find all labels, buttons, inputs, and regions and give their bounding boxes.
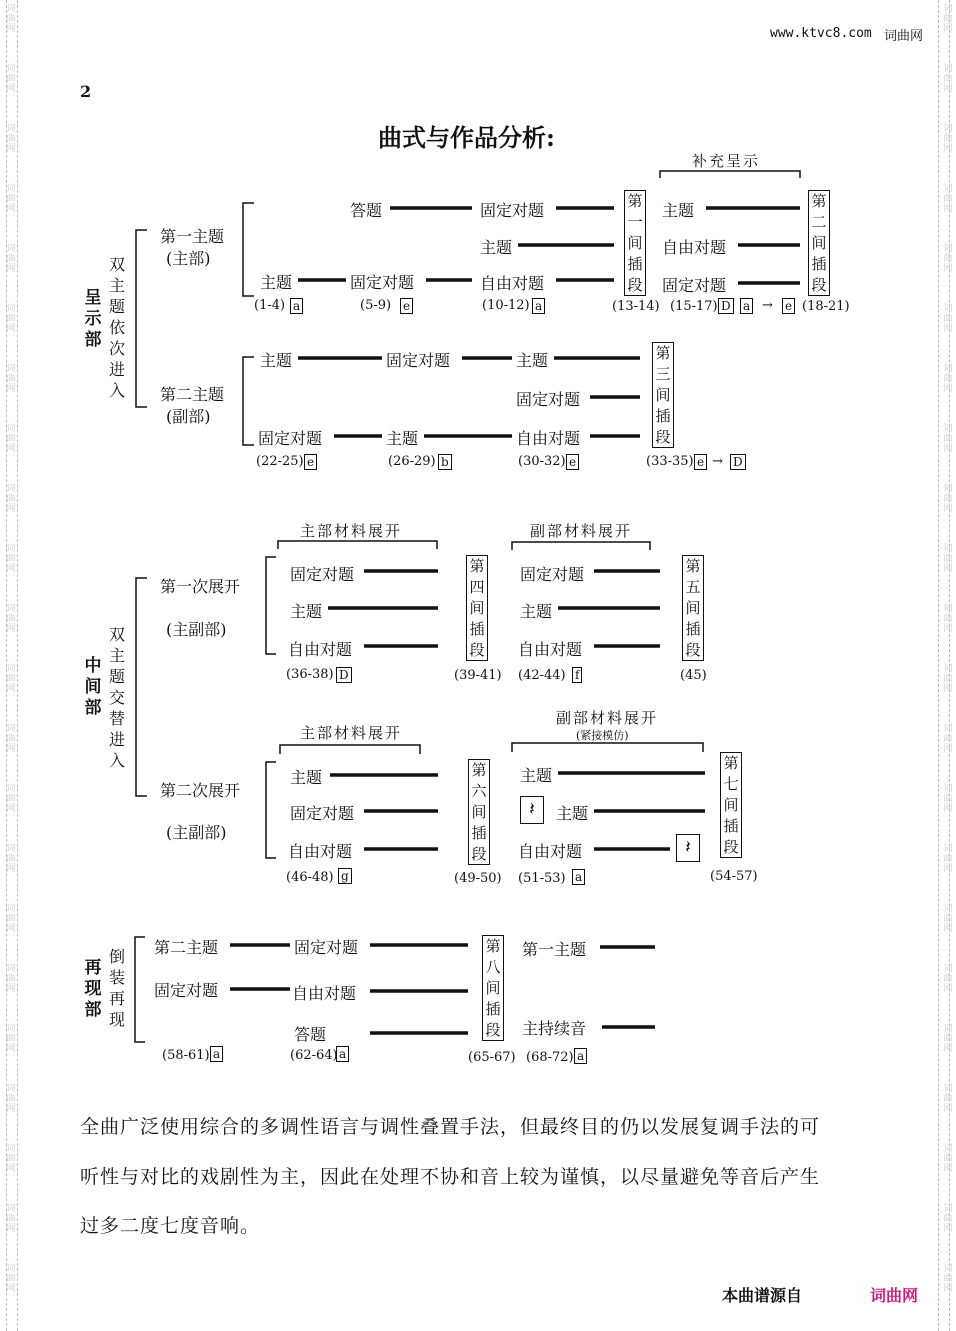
- bar-range: (39-41): [454, 668, 502, 683]
- side-watermark: 词 曲 网: [6, 304, 16, 334]
- side-watermark: 词 曲 网: [6, 724, 16, 754]
- side-watermark: 词 曲 网: [6, 964, 16, 994]
- key-box: a: [336, 1046, 349, 1062]
- bar-range: (45): [680, 668, 707, 683]
- side-watermark: 词 曲 网: [6, 64, 16, 94]
- free-countersubject-label: 自由对题: [480, 274, 545, 293]
- bar-range: (22-25): [256, 454, 304, 469]
- theme-label: 主题: [520, 602, 553, 621]
- page-number: 2: [80, 82, 92, 101]
- theme-label: 主题: [290, 602, 323, 621]
- answer-label: 答题: [294, 1025, 327, 1044]
- bar-range: (36-38): [286, 667, 334, 682]
- side-watermark: 词 曲 网: [943, 124, 953, 154]
- side-watermark: 词 曲 网: [943, 664, 953, 694]
- analysis-paragraph-line-2: 听性与对比的戏剧性为主，因此在处理不协和音上较为谨慎，以尽量避免等音后产生: [80, 1166, 821, 1188]
- key-box: a: [740, 298, 753, 314]
- second-development-label: 第二次展开: [160, 781, 241, 800]
- recap-name: 再现部: [84, 958, 102, 1020]
- theme-label: 主题: [260, 351, 293, 370]
- bar-range: (1-4): [254, 298, 286, 313]
- side-watermark: 词 曲 网: [943, 64, 953, 94]
- side-watermark: 词 曲 网: [6, 1204, 16, 1234]
- side-watermark: 词 曲 网: [943, 304, 953, 334]
- header-url[interactable]: www.ktvc8.com: [770, 26, 872, 41]
- free-countersubject-label: 自由对题: [288, 640, 353, 659]
- header-site-name[interactable]: 词曲网: [884, 29, 924, 44]
- free-countersubject-label: 自由对题: [518, 842, 583, 861]
- key-box: g: [338, 868, 352, 884]
- fixed-countersubject-label: 固定对题: [290, 565, 355, 584]
- bar-range: (68-72): [526, 1050, 574, 1065]
- free-countersubject-label: 自由对题: [662, 238, 727, 257]
- main-material-label: 主部材料展开: [300, 522, 403, 540]
- bar-range: (18-21): [802, 299, 850, 314]
- episode-5-box: 第五间插段: [682, 555, 704, 661]
- side-watermark: 词 曲 网: [943, 1084, 953, 1114]
- side-watermark: 词 曲 网: [943, 1144, 953, 1174]
- footer-site-name[interactable]: 词曲网: [870, 1286, 919, 1305]
- exposition-name: 呈示部: [84, 288, 102, 350]
- key-box: b: [438, 454, 452, 470]
- fixed-countersubject-label: 固定对题: [662, 276, 727, 295]
- side-watermark: 词 曲 网: [6, 364, 16, 394]
- bar-range: (10-12): [482, 298, 530, 313]
- key-box: e: [566, 454, 579, 470]
- episode-8-box: 第八间插段: [482, 935, 504, 1041]
- sub-material-label: 副部材料展开: [530, 522, 633, 540]
- fixed-countersubject-label: 固定对题: [154, 981, 219, 1000]
- side-watermark: 词 曲 网: [6, 1144, 16, 1174]
- episode-6-box: 第六间插段: [468, 759, 490, 865]
- key-box: a: [210, 1046, 223, 1062]
- side-watermark: 词 曲 网: [943, 964, 953, 994]
- side-watermark: 词 曲 网: [943, 1024, 953, 1054]
- answer-label: 答题: [350, 201, 383, 220]
- analysis-paragraph-line-3: 过多二度七度音响。: [80, 1215, 261, 1237]
- key-box: a: [290, 298, 303, 314]
- exposition-mode: 双主题依次进入: [108, 255, 125, 400]
- side-watermark: 词 曲 网: [6, 244, 16, 274]
- side-watermark: 词 曲 网: [6, 124, 16, 154]
- side-watermark: 词 曲 网: [6, 1024, 16, 1054]
- episode-1-box: 第一间插段: [624, 190, 646, 296]
- theme-label: 主题: [662, 201, 695, 220]
- side-watermark: 词 曲 网: [6, 784, 16, 814]
- side-watermark: 词 曲 网: [943, 544, 953, 574]
- side-watermark: 词 曲 网: [6, 184, 16, 214]
- side-watermark: 词 曲 网: [943, 724, 953, 754]
- supplement-label: 补充呈示: [692, 152, 761, 170]
- side-watermark: 词 曲 网: [6, 1084, 16, 1114]
- side-watermark: 词 曲 网: [6, 1264, 16, 1294]
- bar-range: (26-29): [388, 454, 436, 469]
- page-title: 曲式与作品分析:: [378, 123, 555, 152]
- key-box: D: [718, 298, 734, 314]
- footer-source: 本曲谱源自: [722, 1286, 803, 1305]
- bar-range: (15-17): [670, 299, 718, 314]
- free-countersubject-label: 自由对题: [516, 429, 581, 448]
- second-theme-label: 第二主题: [154, 938, 219, 957]
- side-watermark: 词 曲 网: [943, 604, 953, 634]
- first-development-label: 第一次展开: [160, 577, 241, 596]
- side-watermark: 词 曲 网: [943, 1264, 953, 1294]
- bar-range: (46-48): [286, 870, 334, 885]
- second-theme-label: 第二主题: [160, 385, 225, 404]
- sub-material-label: 副部材料展开: [556, 709, 659, 727]
- side-watermark: 词 曲 网: [6, 484, 16, 514]
- first-theme-sub: (主部): [166, 249, 211, 268]
- side-watermark: 词 曲 网: [943, 244, 953, 274]
- theme-label: 主题: [386, 429, 419, 448]
- key-box: e: [694, 454, 707, 470]
- side-watermark: 词 曲 网: [943, 484, 953, 514]
- rest-icon: 𝄽: [520, 796, 544, 824]
- bar-range: (49-50): [454, 871, 502, 886]
- fixed-countersubject-label: 固定对题: [520, 565, 585, 584]
- tonic-pedal-label: 主持续音: [522, 1019, 587, 1038]
- recap-mode: 倒装再现: [108, 947, 125, 1029]
- fixed-countersubject-label: 固定对题: [294, 938, 359, 957]
- key-box: e: [400, 298, 413, 314]
- stretto-note: (紧接模仿): [576, 729, 629, 742]
- bar-range: (65-67): [468, 1050, 516, 1065]
- free-countersubject-label: 自由对题: [292, 984, 357, 1003]
- theme-label: 主题: [260, 273, 293, 292]
- bar-range: (62-64): [290, 1048, 338, 1063]
- bar-range: (58-61): [162, 1048, 210, 1063]
- fixed-countersubject-label: 固定对题: [386, 351, 451, 370]
- first-development-sub: (主副部): [166, 620, 227, 639]
- bar-range: (13-14): [612, 299, 660, 314]
- side-watermark: 词 曲 网: [6, 424, 16, 454]
- key-box: a: [574, 1048, 587, 1064]
- side-watermark: 词 曲 网: [6, 544, 16, 574]
- side-watermark: 词 曲 网: [6, 4, 16, 34]
- key-box: f: [572, 667, 582, 683]
- bar-range: (33-35): [646, 454, 694, 469]
- side-watermark: 词 曲 网: [943, 4, 953, 34]
- analysis-paragraph-line-1: 全曲广泛使用综合的多调性语言与调性叠置手法，但最终目的仍以发展复调手法的可: [80, 1116, 821, 1138]
- key-box: a: [532, 298, 545, 314]
- episode-2-box: 第二间插段: [808, 190, 830, 296]
- side-watermark: 词 曲 网: [943, 364, 953, 394]
- first-theme-label: 第一主题: [522, 940, 587, 959]
- fixed-countersubject-label: 固定对题: [516, 390, 581, 409]
- key-box: e: [304, 454, 317, 470]
- rest-icon: 𝄽: [676, 834, 700, 862]
- side-watermark: 词 曲 网: [943, 184, 953, 214]
- main-material-label: 主部材料展开: [300, 724, 403, 742]
- bar-range: (54-57): [710, 869, 758, 884]
- side-watermark: 词 曲 网: [6, 904, 16, 934]
- development-name: 中间部: [84, 656, 102, 718]
- bar-range: (30-32): [518, 454, 566, 469]
- bar-range: (5-9): [360, 298, 392, 313]
- first-theme-label: 第一主题: [160, 227, 225, 246]
- key-box: a: [572, 869, 585, 885]
- second-theme-sub: (副部): [166, 407, 211, 426]
- side-watermark: 词 曲 网: [943, 844, 953, 874]
- fixed-countersubject-label: 固定对题: [258, 429, 323, 448]
- arrow: →: [762, 298, 773, 313]
- key-box: D: [730, 454, 746, 470]
- bar-range: (51-53): [518, 871, 566, 886]
- second-development-sub: (主副部): [166, 823, 227, 842]
- fixed-countersubject-label: 固定对题: [350, 273, 415, 292]
- fixed-countersubject-label: 固定对题: [290, 804, 355, 823]
- fixed-countersubject-label: 固定对题: [480, 201, 545, 220]
- theme-label: 主题: [480, 238, 513, 257]
- episode-4-box: 第四间插段: [466, 555, 488, 661]
- episode-3-box: 第三间插段: [652, 342, 674, 448]
- theme-label: 主题: [290, 768, 323, 787]
- free-countersubject-label: 自由对题: [518, 640, 583, 659]
- side-watermark: 词 曲 网: [6, 604, 16, 634]
- side-watermark: 词 曲 网: [6, 664, 16, 694]
- development-mode: 双主题交替进入: [108, 625, 125, 770]
- bar-range: (42-44): [518, 668, 566, 683]
- theme-label: 主题: [520, 766, 553, 785]
- key-box: e: [782, 298, 795, 314]
- free-countersubject-label: 自由对题: [288, 842, 353, 861]
- theme-label: 主题: [516, 351, 549, 370]
- episode-7-box: 第七间插段: [720, 752, 742, 858]
- side-watermark: 词 曲 网: [943, 1204, 953, 1234]
- arrow: →: [712, 454, 723, 469]
- theme-label: 主题: [556, 804, 589, 823]
- side-watermark: 词 曲 网: [943, 904, 953, 934]
- side-watermark: 词 曲 网: [943, 784, 953, 814]
- key-box: D: [336, 667, 352, 683]
- side-watermark: 词 曲 网: [6, 844, 16, 874]
- side-watermark: 词 曲 网: [943, 424, 953, 454]
